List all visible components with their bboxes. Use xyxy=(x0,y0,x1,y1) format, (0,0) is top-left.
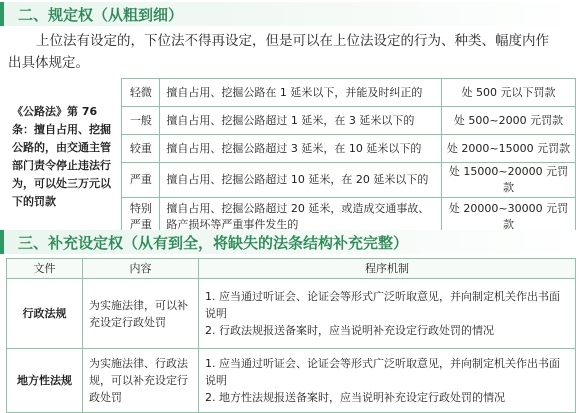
severity-level: 特别严重 xyxy=(122,198,160,236)
section-title: 三、补充设定权（从有到全，将缺失的法条结构补充完整） xyxy=(18,233,409,252)
column-header: 内容 xyxy=(83,259,199,279)
table-row xyxy=(6,79,576,107)
table-row xyxy=(7,349,576,413)
column-header: 程序机制 xyxy=(199,259,576,279)
procedure-item: 1. 应当通过听证会、论证会等形式广泛听取意见，并向制定机关作出书面说明 xyxy=(205,357,560,387)
document-type: 行政法规 xyxy=(7,279,83,349)
penalty-table xyxy=(6,78,576,236)
content-cell: 为实施法律，可以补充设定行政处罚 xyxy=(83,279,199,349)
fine-amount: 处 15000~20000 元罚款 xyxy=(442,163,576,198)
procedure-item: 2. 行政法规报送备案时，应当说明补充设定行政处罚的情况 xyxy=(205,324,494,337)
violation-description: 擅自占用、挖掘公路在 1 延米以下，并能及时纠正的 xyxy=(160,79,442,107)
procedure-cell xyxy=(199,279,576,349)
section-heading-3 xyxy=(0,230,582,254)
procedure-item: 2. 地方性法规报送备案时，应当说明补充设定行政处罚的情况 xyxy=(205,391,505,404)
severity-level: 较重 xyxy=(122,135,160,163)
procedure-item: 1. 应当通过听证会、论证会等形式广泛听取意见，并向制定机关作出书面说明 xyxy=(205,290,560,320)
content-cell: 为实施法律、行政法规，可以补充设定行政处罚 xyxy=(83,349,199,413)
table-header-row xyxy=(7,259,576,279)
procedure-cell xyxy=(199,349,576,413)
intro-paragraph xyxy=(8,30,578,74)
severity-level: 一般 xyxy=(122,107,160,135)
section-title: 二、规定权（从粗到细） xyxy=(18,5,184,24)
law-reference: 《公路法》第 76 条：擅自占用、挖掘公路的，由交通主管部门责令停止违法行为，可以处三万元以下的罚款 xyxy=(6,79,122,236)
fine-amount: 处 500 元以下罚款 xyxy=(442,79,576,107)
paragraph-line: 出具体规定。 xyxy=(8,55,89,71)
fine-amount: 处 500~2000 元罚款 xyxy=(442,107,576,135)
paragraph-line: 上位法有设定的，下位法不得再设定，但是可以在上位法设定的行为、种类、幅度内作 xyxy=(36,33,549,49)
fine-amount: 处 2000~15000 元罚款 xyxy=(442,135,576,163)
severity-level: 轻微 xyxy=(122,79,160,107)
document-type: 地方性法规 xyxy=(7,349,83,413)
table-row xyxy=(7,279,576,349)
violation-description: 擅自占用、挖掘公路超过 3 延米，在 10 延米以下的 xyxy=(160,135,442,163)
supplement-table xyxy=(6,258,576,413)
violation-description: 擅自占用、挖掘公路超过 10 延米，在 20 延米以下的 xyxy=(160,163,442,198)
severity-level: 严重 xyxy=(122,163,160,198)
section-heading-2 xyxy=(0,2,582,26)
column-header: 文件 xyxy=(7,259,83,279)
violation-description: 擅自占用、挖掘公路超过 20 延米，或造成交通事故、路产损坏等严重事件发生的 xyxy=(160,198,442,236)
violation-description: 擅自占用、挖掘公路超过 1 延米，在 3 延米以下的 xyxy=(160,107,442,135)
fine-amount: 处 20000~30000 元罚款 xyxy=(442,198,576,236)
